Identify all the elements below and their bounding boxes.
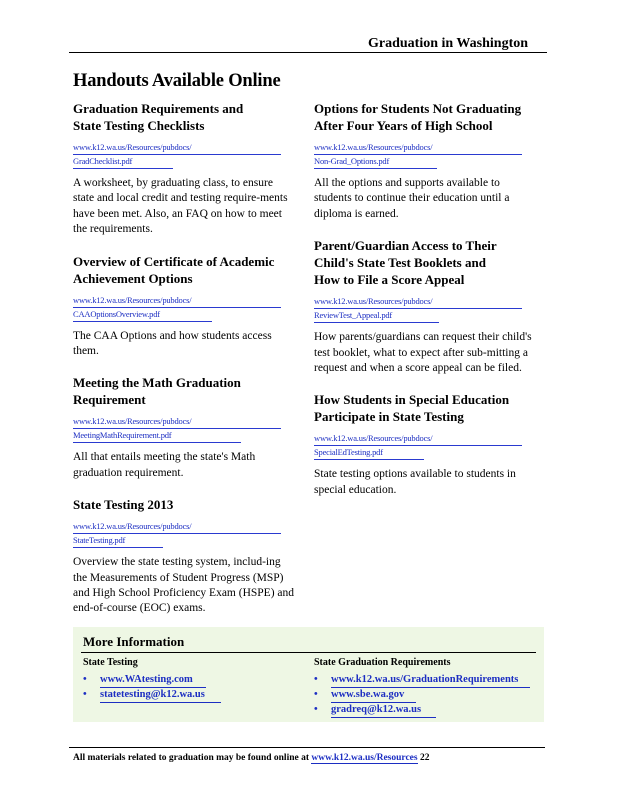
- handout-title: Graduation Requirements and State Testing Checklists: [73, 101, 244, 133]
- graduation-requirements-title: State Graduation Requirements: [314, 657, 451, 668]
- handout-link[interactable]: www.k12.wa.us/Resources/pubdocs/ ReviewTest_Appeal.pdf: [314, 295, 540, 323]
- list-item: [314, 673, 530, 688]
- handout-description: How parents/guardians can request their child's test booklet, what to expect after sub-mitting a request and when a score appeal can be filed.: [314, 331, 532, 375]
- left-column: [73, 100, 295, 632]
- handout-description: All the options and supports available to students to continue their education until a diploma is earned.: [314, 177, 510, 220]
- handout-description: All that entails meeting the state's Math graduation requirement.: [73, 451, 256, 479]
- graduation-requirements-section: [314, 657, 530, 718]
- handout-title: Parent/Guardian Access to Their Child's State Test Booklets and How to File a Score Appeal: [314, 238, 497, 288]
- gradreq-email-link[interactable]: gradreq@k12.wa.us: [331, 703, 436, 718]
- list-item: [314, 688, 530, 703]
- footer: [73, 753, 429, 763]
- handout-description: State testing options available to students in special education.: [314, 468, 516, 496]
- right-column: [314, 100, 540, 513]
- handout-title: How Students in Special Education Participate in State Testing: [314, 392, 510, 425]
- state-testing-section: [83, 657, 221, 703]
- handout-title: Overview of Certificate of Academic Achievement Options: [73, 253, 275, 286]
- handout-title: Meeting the Math Graduation Requirement: [73, 375, 241, 408]
- state-testing-links: [83, 673, 221, 703]
- handout-description: A worksheet, by graduating class, to ensure state and local credit and testing require-ments have been met. Also, an FAQ on how to meet the requirements.: [73, 177, 288, 236]
- handout-link[interactable]: www.k12.wa.us/Resources/pubdocs/ Non-Grad_Options.pdf: [314, 141, 540, 169]
- graduation-requirements-link[interactable]: www.k12.wa.us/GraduationRequirements: [331, 673, 530, 688]
- page-heading: Handouts Available Online: [73, 71, 281, 91]
- watesting-link[interactable]: www.WAtesting.com: [100, 673, 206, 688]
- handout-description: The CAA Options and how students access them.: [73, 329, 272, 358]
- list-item: [83, 673, 221, 688]
- handout-item: [314, 100, 540, 222]
- page-number: 22: [419, 753, 430, 763]
- state-testing-title: State Testing: [83, 657, 138, 668]
- handout-item: [73, 496, 295, 617]
- bullet-icon: •: [314, 689, 318, 700]
- bullet-icon: •: [314, 704, 318, 715]
- footer-resources-link[interactable]: www.k12.wa.us/Resources: [311, 753, 418, 763]
- list-item: [83, 688, 221, 703]
- handout-title: Options for Students Not Graduating After Four Years of High School: [314, 101, 522, 133]
- footer-rule: [69, 747, 545, 748]
- handout-description: Overview the state testing system, includ-ing the Measurements of Student Progress (MSP) and High School Proficiency Exam (HSPE) and end-of-course (EOC) exams.: [73, 556, 295, 615]
- statetesting-email-link[interactable]: statetesting@k12.wa.us: [100, 688, 221, 703]
- handout-item: [73, 374, 295, 481]
- header-rule: [69, 52, 547, 53]
- more-information-title: More Information: [83, 634, 185, 649]
- handout-item: [314, 237, 540, 376]
- handout-link[interactable]: www.k12.wa.us/Resources/pubdocs/ CAAOptionsOverview.pdf: [73, 294, 295, 322]
- list-item: [314, 703, 530, 718]
- more-information-rule: [81, 652, 536, 653]
- sbe-link[interactable]: www.sbe.wa.gov: [331, 688, 416, 703]
- graduation-requirements-links: [314, 673, 530, 718]
- handout-link[interactable]: www.k12.wa.us/Resources/pubdocs/ MeetingMathRequirement.pdf: [73, 415, 295, 443]
- footer-text: All materials related to graduation may be found online at: [73, 753, 310, 763]
- handout-item: [73, 253, 295, 360]
- bullet-icon: •: [83, 689, 87, 700]
- more-information-box: [73, 627, 544, 722]
- handout-item: [314, 391, 540, 498]
- bullet-icon: •: [83, 674, 87, 685]
- handout-link[interactable]: www.k12.wa.us/Resources/pubdocs/ SpecialEdTesting.pdf: [314, 432, 540, 460]
- handout-item: [73, 100, 295, 238]
- handout-title: State Testing 2013: [73, 497, 174, 513]
- handout-link[interactable]: www.k12.wa.us/Resources/pubdocs/ StateTesting.pdf: [73, 520, 295, 548]
- handout-link[interactable]: www.k12.wa.us/Resources/pubdocs/ GradChecklist.pdf: [73, 141, 295, 169]
- bullet-icon: •: [314, 674, 318, 685]
- running-header: Graduation in Washington: [368, 36, 529, 51]
